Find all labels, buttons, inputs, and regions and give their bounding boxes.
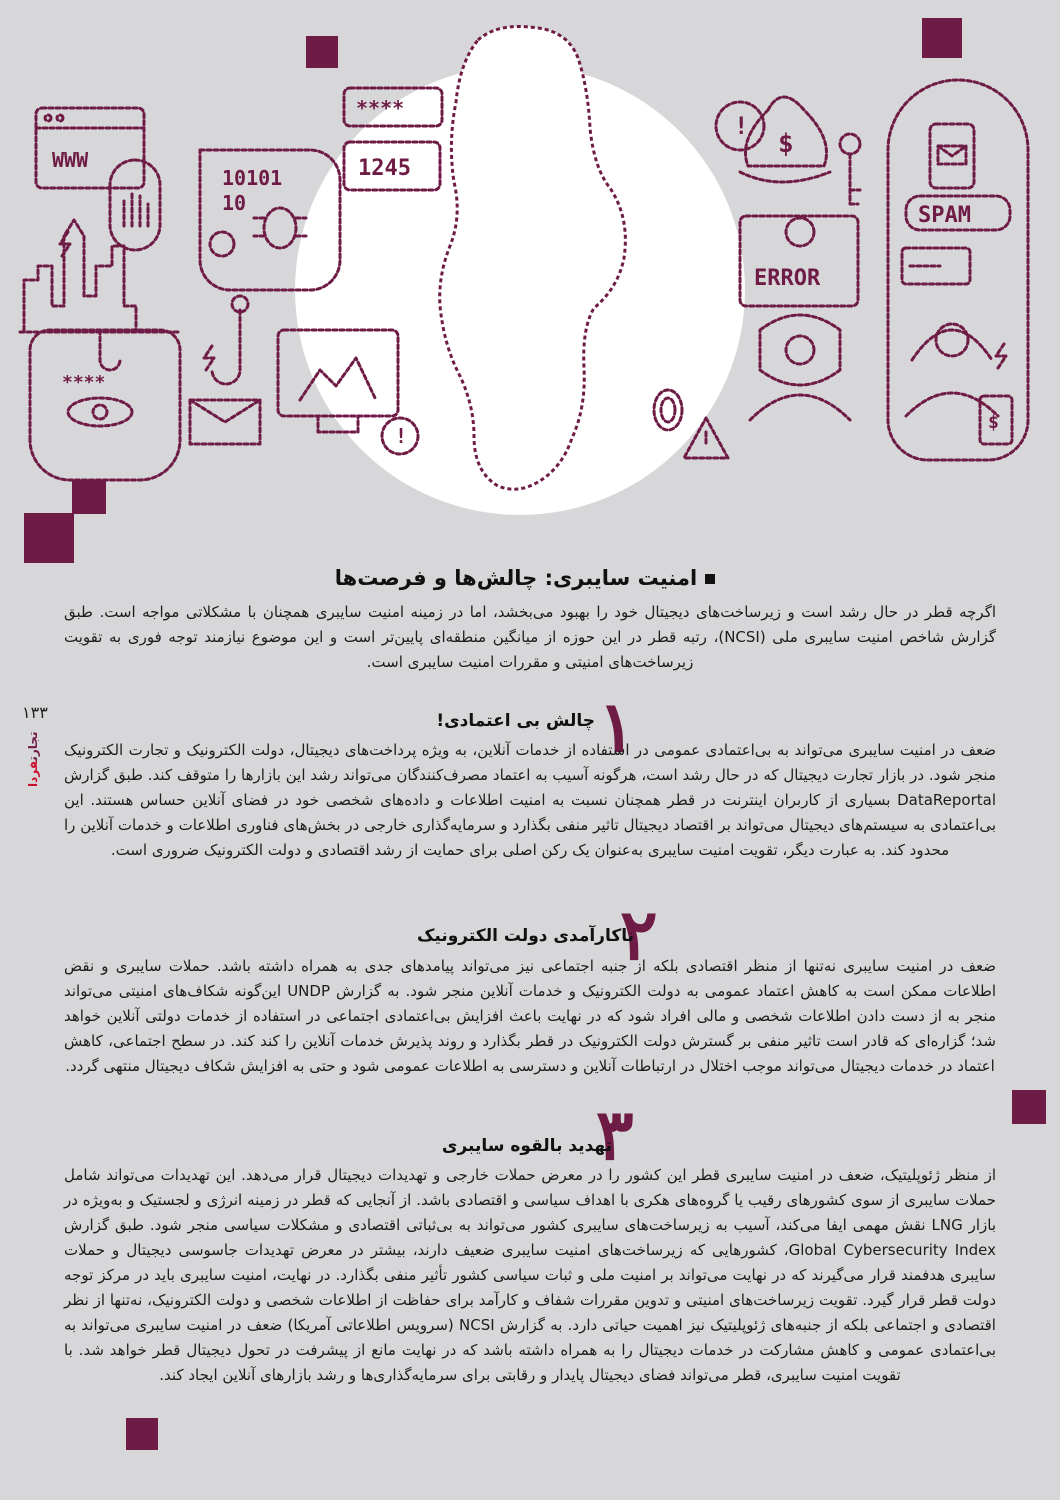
section-title-1: چالش بی اعتمادی! (436, 711, 595, 731)
section-body-2: ضعف در امنیت سایبری نه‌تنها از منظر اقتصادی بلکه از جنبه اجتماعی نیز می‌تواند پیامدهای جدی به همراه داشته باشد. حملات سایبری و نقض اطلاعات ممکن است به کاهش اعتماد عمومی به دولت الکترونیک و خدمات آنلاین منجر شود. به گزارش UNDP این‌گونه شکاف‌های امنیتی می‌تواند منجر به از دست دادن اطلاعات شخصی و مالی افراد شود که در نهایت باعث افزایش بی‌اعتمادی اجتماعی در استفاده از خدمات دولتی آنلاین خواهد شد؛ گزاره‌ای که قادر است تاثیر منفی بر گسترش دولت الکترونیک در قطر بگذارد و روند پذیرش خدمات آنلاین را کند کند. در سطح اجتماعی، کاهش اعتماد در خدمات دیجیتال می‌تواند موجب اختلال در ارتباطات آنلاین و دسترسی به اطلاعات عمومی شود و حتی به افزایش شکاف دیجیتال منتهی گردد. (64, 957, 997, 1075)
alert-mark: ! (395, 424, 408, 448)
dollar-sign-2: $ (988, 412, 999, 433)
section-title-2: ناکارآمدی دولت الکترونیک (417, 926, 634, 946)
binary-code-1: 10101 (222, 166, 283, 190)
browser-window-icon (36, 108, 144, 188)
brand-part1: تجارت (26, 731, 40, 761)
section-number-3: ۳ (596, 1093, 634, 1176)
phishing-hook-icon (190, 296, 260, 444)
security-frame-left (30, 330, 180, 480)
pin-code: 1245 (358, 156, 411, 181)
key-icon (840, 134, 860, 204)
brand-logo (26, 724, 46, 794)
security-frame-right (888, 80, 1028, 460)
section-body-1: ضعف در امنیت سایبری می‌تواند به بی‌اعتمادی عمومی در استفاده از خدمات آنلاین، به ویژه پرداخت‌های دیجیتال، دولت الکترونیک و تجارت الکترونیک منجر شود. در بازار تجارت دیجیتال که در حال رشد است، هرگونه آسیب به اعتماد مصرف‌کنندگان می‌تواند رشد این بازارها را متوقف کند. طبق گزارش DataReportal بسیاری از کاربران اینترنت در قطر همچنان نسبت به امنیت اطلاعات و داده‌های شخصی خود در فضای آنلاین حساس هستند. این بی‌اعتمادی به سیستم‌های دیجیتال می‌تواند بر اقتصاد دیجیتال تاثیر منفی بگذارد و سرمایه‌گذاری خارجی در بخش‌های فناوری اطلاعات و خدمات آنلاین را محدود کند. به عبارت دیگر، تقویت امنیت سایبری به‌عنوان یک رکن اصلی برای حمایت از رشد اقتصادی و دولت الکترونیک ضروری است. (64, 741, 996, 859)
article-headline (330, 566, 720, 590)
cyber-security-illustration (0, 0, 1060, 560)
error-window-icon (740, 216, 858, 306)
decor-square (1012, 1090, 1046, 1124)
hand-badge-icon (110, 160, 160, 250)
binary-code-2: 10 (222, 191, 247, 215)
brand-part2: فردا (26, 760, 40, 787)
lightning-icon (996, 344, 1006, 368)
section-number-2: ۲ (620, 893, 658, 976)
headline-bullet (705, 574, 715, 584)
section-number-1: ۱ (598, 685, 636, 768)
decor-square (126, 1418, 158, 1450)
section-title-3: تهدید بالقوه سایبری (441, 1136, 612, 1156)
section-body-3: از منظر ژئوپلیتیک، ضعف در امنیت سایبری قطر این کشور را در معرض حملات خارجی و تهدیدات دیجیتال قرار می‌دهد. این تهدیدات می‌تواند شامل حملات سایبری از سوی کشورهای رقیب یا گروه‌های هکری با اهداف سیاسی و اقتصادی باشد. از آنجایی که قطر در زمینه انرژی و لجستیک و به‌ویژه در بازار LNG نقش مهمی ایفا می‌کند، آسیب به زیرساخت‌های سایبری کشور می‌تواند به بی‌ثباتی اقتصادی و مشکلات سیاسی منجر شود. طبق گزارش Global Cybersecurity Index، کشورهایی که زیرساخت‌های امنیت سایبری ضعیف دارند، بیشتر در معرض تهدیدات جاسوسی دیجیتال و حملات سایبری هدفمند قرار می‌گیرند که در نهایت می‌تواند بر امنیت ملی و ثبات سیاسی کشور تأثیر منفی بگذارد. در نهایت، امنیت سایبری باید در مرکز توجه دولت قطر قرار گیرد. تقویت زیرساخت‌های امنیتی و تدوین مقررات شفاف و کارآمد برای حفاظت از اطلاعات شخصی و دولت الکترونیک، نه‌تنها از نظر اقتصادی و اجتماعی بلکه از جنبه‌های ژئوپلیتیک نیز اهمیت حیاتی دارد. به گزارش NCSI (سرویس اطلاعاتی آمریکا) ضعف در امنیت سایبری می‌تواند به بی‌اعتمادی عمومی و کاهش مشارکت در خدمات دیجیتال را به همراه داشته باشد که در نهایت مانع از پیشرفت در تحول دیجیتال قطر خواهد شد. با تقویت امنیت سایبری، قطر می‌تواند فضای دیجیتال پایدار و رقابتی برای سرمایه‌گذاری‌ها و رشد بازارهای آنلاین ایجاد کند. (64, 1166, 996, 1384)
money-bag-icon (740, 97, 830, 182)
code-mask: **** (356, 96, 405, 120)
lightning-icon (204, 346, 214, 370)
dollar-sign: $ (778, 129, 794, 159)
www-label: WWW (52, 148, 89, 172)
hacker-figure-icon (750, 315, 850, 420)
page-number: ۱۳۳ (22, 703, 48, 722)
password-mask: **** (62, 372, 106, 393)
error-label: ERROR (754, 266, 821, 291)
intro-paragraph: اگرچه قطر در حال رشد است و زیرساخت‌های دیجیتال خود را بهبود می‌بخشد، اما در زمینه امنیت سایبری همچنان با مشکلاتی مواجه است. طبق گزارش شاخص امنیت سایبری ملی (NCSI)، رتبه قطر در این حوزه از میانگین منطقه‌ای پایین‌تر است و این موضوع نیازمند توجه فوری به تقویت زیرساخت‌های امنیتی و مقررات امنیت سایبری است. (64, 603, 996, 671)
headline-text: امنیت سایبری: چالش‌ها و فرصت‌ها (334, 566, 698, 590)
spam-label: SPAM (918, 203, 971, 228)
alert-bubble-icon (716, 102, 764, 150)
alert-mark-2: ! (734, 112, 749, 140)
